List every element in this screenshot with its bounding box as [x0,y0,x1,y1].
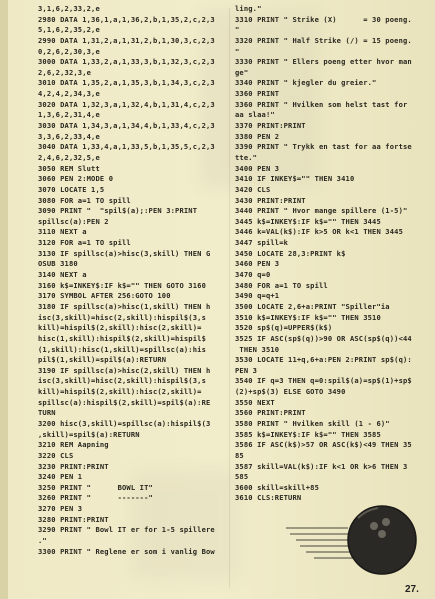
code-line: 3510 k$=INKEY$:IF k$="" THEN 3510 [235,312,381,322]
code-line: (2)+sp$(3) ELSE GOTO 3490 [235,387,346,397]
code-line: 3446 k=VAL(k$):IF k>5 OR k<1 THEN 3445 [235,227,403,237]
code-line: 3550 NEXT [235,397,275,407]
code-line: 585 [235,472,249,482]
code-line: 3480 FOR a=1 TO spill [235,280,328,290]
code-line: 3440 PRINT " Hvor mange spillere (1-5)" [235,206,408,216]
code-line: 2,4,6,2,32,5,e [38,152,100,162]
code-line: kill)=hispil$(2,skill):hisc(2,skill)= [38,387,202,397]
code-line: 85 [235,450,244,460]
code-line: 3600 skill=skill+85 [235,482,319,492]
code-line: 3270 PEN 3 [38,504,83,514]
code-line: THEN 3510 [235,344,280,354]
code-line: 3447 spill=k [235,238,289,248]
code-line: kill)=hispil$(2,skill):hisc(2,skill)= [38,323,202,333]
column-gutter [229,8,230,588]
code-line: 5,1,6,2,35,2,e [38,25,100,35]
code-line: 3460 PEN 3 [235,259,280,269]
code-line: 3380 PEN 2 [235,131,280,141]
code-line: 3080 FOR a=1 TO spill [38,195,131,205]
basic-listing-left-column [38,4,224,557]
code-line: 3180 IF spillsc(a)>hisc(1,skill) THEN h [38,301,211,311]
code-line: 3030 DATA 1,34,3,a,1,34,4,b,1,33,4,c,2,3 [38,121,215,131]
code-line: 3110 NEXT a [38,227,87,237]
code-line: 3250 PRINT " BOWL IT" [38,482,153,492]
code-line: 3430 PRINT:PRINT [235,195,306,205]
code-line: tte." [235,152,258,162]
code-line: 3525 IF ASC(sp$(q))>90 OR ASC(sp$(q))<44 [235,333,412,343]
code-line: 3340 PRINT " kjegler du greier." [235,78,377,88]
code-line: ,skill)=spil$(a):RETURN [38,429,140,439]
code-line: 2,6,2,32,3,e [38,67,92,77]
code-line: 3230 PRINT:PRINT [38,461,109,471]
code-line: 3160 k$=INKEY$:IF k$="" THEN GOTO 3160 [38,280,206,290]
code-line: 3170 SYMBOL AFTER 256:GOTO 100 [38,291,171,301]
code-line: 3610 CLS:RETURN [235,493,302,503]
code-line: 3280 PRINT:PRINT [38,514,109,524]
code-line: spillsc(a):hispil$(2,skill)=spil$(a):RE [38,397,211,407]
code-line: 3390 PRINT " Trykk en tast for aa fortse [235,142,412,152]
code-line: 3450 LOCATE 28,3:PRINT k$ [235,248,346,258]
code-line: 3560 PRINT:PRINT [235,408,306,418]
code-line: 3,1,6,2,33,2,e [38,4,100,13]
code-line: 3470 q=0 [235,270,271,280]
code-line: spillsc(a):PEN 2 [38,216,109,226]
code-line: 3540 IF q=3 THEN q=0:spil$(a)=sp$(1)+sp$ [235,376,412,386]
code-line: 3585 k$=INKEY$:IF k$="" THEN 3585 [235,429,381,439]
code-line: 3090 PRINT " "spil$(a);:PEN 3:PRINT [38,206,198,216]
code-line: 3190 IF spillsc(a)>hisc(2,skill) THEN h [38,365,211,375]
code-line: hisc(1,skill):hispil$(2,skill)=hispil$ [38,333,206,343]
code-line: 3010 DATA 1,35,2,a,1,35,3,b,1,34,3,c,2,3 [38,78,215,88]
code-line: 3310 PRINT " Strike (X) = 30 poeng. [235,14,412,24]
code-line: " [235,25,240,35]
bowling-ball-illustration [286,488,418,580]
code-line: 3490 q=q+1 [235,291,280,301]
code-line: aa slaa!" [235,110,275,120]
code-line: 3500 LOCATE 2,6+a:PRINT "Spiller"ia [235,301,390,311]
code-line: 3300 PRINT " Reglene er som i vanlig Bow [38,546,215,556]
code-line: ge" [235,67,249,77]
code-line: 3210 REM Aapning [38,440,109,450]
code-line: 3240 PEN 1 [38,472,83,482]
code-line: ling." [235,4,262,13]
code-line: 4,2,4,2,34,3,e [38,89,100,99]
code-line: 3320 PRINT " Half Strike (/) = 15 poeng. [235,35,412,45]
code-line: 3020 DATA 1,32,3,a,1,32,4,b,1,31,4,c,2,3 [38,99,215,109]
code-line: isc(3,skill)=hisc(2,skill):hispil$(3,s [38,312,206,322]
code-line: 3000 DATA 1,33,2,a,1,33,3,b,1,32,3,c,2,3 [38,57,215,67]
code-line: 3370 PRINT:PRINT [235,121,306,131]
code-line: 3220 CLS [38,450,74,460]
code-line: ." [38,536,47,546]
code-line: pil$(1,skill)=spil$(a):RETURN [38,355,167,365]
code-line: OSUB 3180 [38,259,78,269]
code-line: 3580 PRINT " Hvilken skill (1 - 6)" [235,418,390,428]
code-line: " [235,46,240,56]
code-line: 3140 NEXT a [38,270,87,280]
code-line: 3360 PRINT [235,89,280,99]
code-line: 3586 IF ASC(k$)>57 OR ASC(k$)<49 THEN 35 [235,440,412,450]
code-line: 2990 DATA 1,31,2,a,1,31,2,b,1,30,3,c,2,3 [38,35,215,45]
page-binding-edge [0,0,8,599]
code-line: 3070 LOCATE 1,5 [38,184,105,194]
code-line: 3330 PRINT " Ellers poeng etter hvor man [235,57,412,67]
code-line: 3410 IF INKEY$="" THEN 3410 [235,174,355,184]
code-line: TURN [38,408,56,418]
code-line: 3060 PEN 2:MODE 0 [38,174,114,184]
code-line: 1,3,6,2,31,4,e [38,110,100,120]
code-line: 3290 PRINT " Bowl IT er for 1-5 spillere [38,525,215,535]
code-line: 3420 CLS [235,184,271,194]
code-line: 3130 IF spillsc(a)>hisc(3,skill) THEN G [38,248,211,258]
code-line: 2980 DATA 1,36,1,a,1,36,2,b,1,35,2,c,2,3 [38,14,215,24]
code-line: 3530 LOCATE 11+q,6+a:PEN 2:PRINT sp$(q): [235,355,412,365]
code-line: 3360 PRINT " Hvilken som helst tast for [235,99,408,109]
code-line: 3587 skill=VAL(k$):IF k<1 OR k>6 THEN 3 [235,461,408,471]
code-line: 3040 DATA 1,33,4,a,1,33,5,b,1,35,5,c,2,3 [38,142,215,152]
code-line: 3,3,6,2,33,4,e [38,131,100,141]
code-line: 3520 sp$(q)=UPPER$(k$) [235,323,333,333]
code-line: 3120 FOR a=1 TO spill [38,238,131,248]
code-line: 3050 REM Slutt [38,163,100,173]
code-line: 3260 PRINT " -------" [38,493,153,503]
page-number: 27. [405,584,419,595]
code-line: 3400 PEN 3 [235,163,280,173]
code-line: 3200 hisc(3,skill)=spillsc(a):hispil$(3 [38,418,211,428]
code-line: 0,2,6,2,30,3,e [38,46,100,56]
code-line: PEN 3 [235,365,258,375]
code-line: (1,skill):hisc(1,skill)=spillsc(a):his [38,344,206,354]
code-line: 3445 k$=INKEY$:IF k$="" THEN 3445 [235,216,381,226]
basic-listing-right-column [235,4,425,504]
code-line: isc(3,skill)=hisc(2,skill):hispil$(3,s [38,376,206,386]
